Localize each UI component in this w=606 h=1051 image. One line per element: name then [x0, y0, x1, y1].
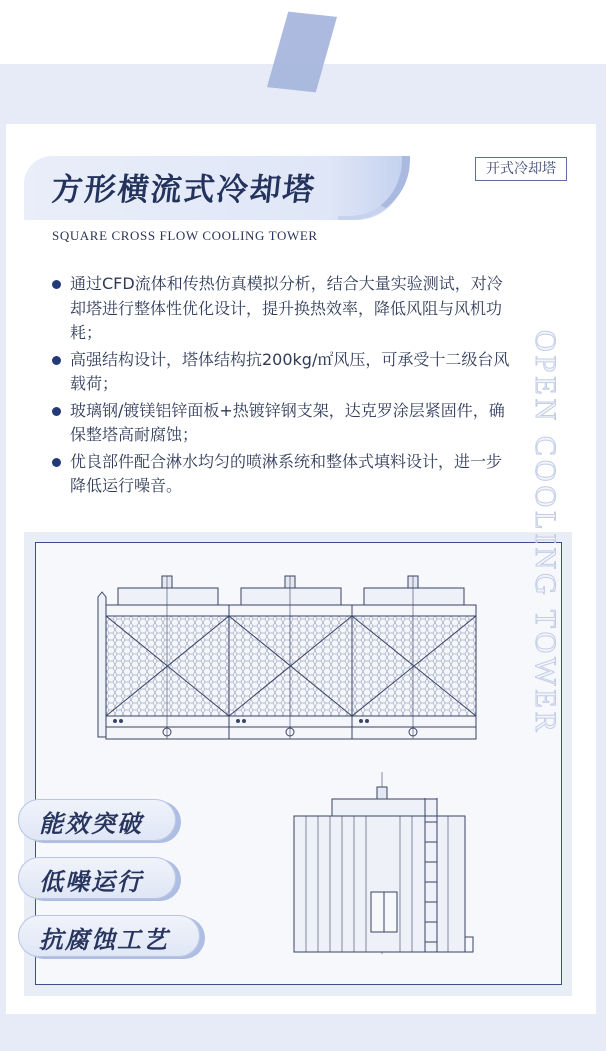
feature-text: 玻璃钢/镀镁铝锌面板+热镀锌钢支架，达克罗涂层紧固件，确保整塔高耐腐蚀； [70, 400, 505, 444]
highlight-pill [18, 915, 200, 957]
feature-item [52, 450, 512, 499]
vertical-watermark-text: OPEN COOLING TOWER [529, 330, 562, 736]
highlight-label: 低噪运行 [39, 867, 143, 896]
highlight-label: 抗腐蚀工艺 [39, 925, 169, 954]
page-title: 方形横流式冷却塔 [49, 172, 318, 208]
category-tag: 开式冷却塔 [475, 157, 567, 181]
bullet-dot-icon [52, 280, 61, 289]
highlight-label: 能效突破 [39, 809, 143, 838]
bullet-dot-icon [52, 407, 61, 416]
highlight-pill [18, 799, 176, 841]
feature-item [52, 399, 512, 448]
feature-item [52, 272, 512, 346]
bullet-dot-icon [52, 356, 61, 365]
feature-list [52, 272, 512, 501]
tower-side-view [294, 772, 473, 954]
highlight-pill [18, 857, 176, 899]
feature-text: 高强结构设计，塔体结构抗200kg/㎡风压，可承受十二级台风载荷； [70, 349, 510, 393]
feature-text: 通过CFD流体和传热仿真模拟分析，结合大量实验测试，对冷却塔进行整体性优化设计，提升换热效率，降低风阻与风机功耗； [70, 274, 503, 342]
feature-item [52, 348, 512, 397]
feature-text: 优良部件配合淋水均匀的喷淋系统和整体式填料设计，进一步降低运行噪音。 [70, 451, 503, 495]
tower-front-view [98, 576, 476, 739]
bullet-dot-icon [52, 458, 61, 467]
page-subtitle: SQUARE CROSS FLOW COOLING TOWER [52, 228, 318, 243]
